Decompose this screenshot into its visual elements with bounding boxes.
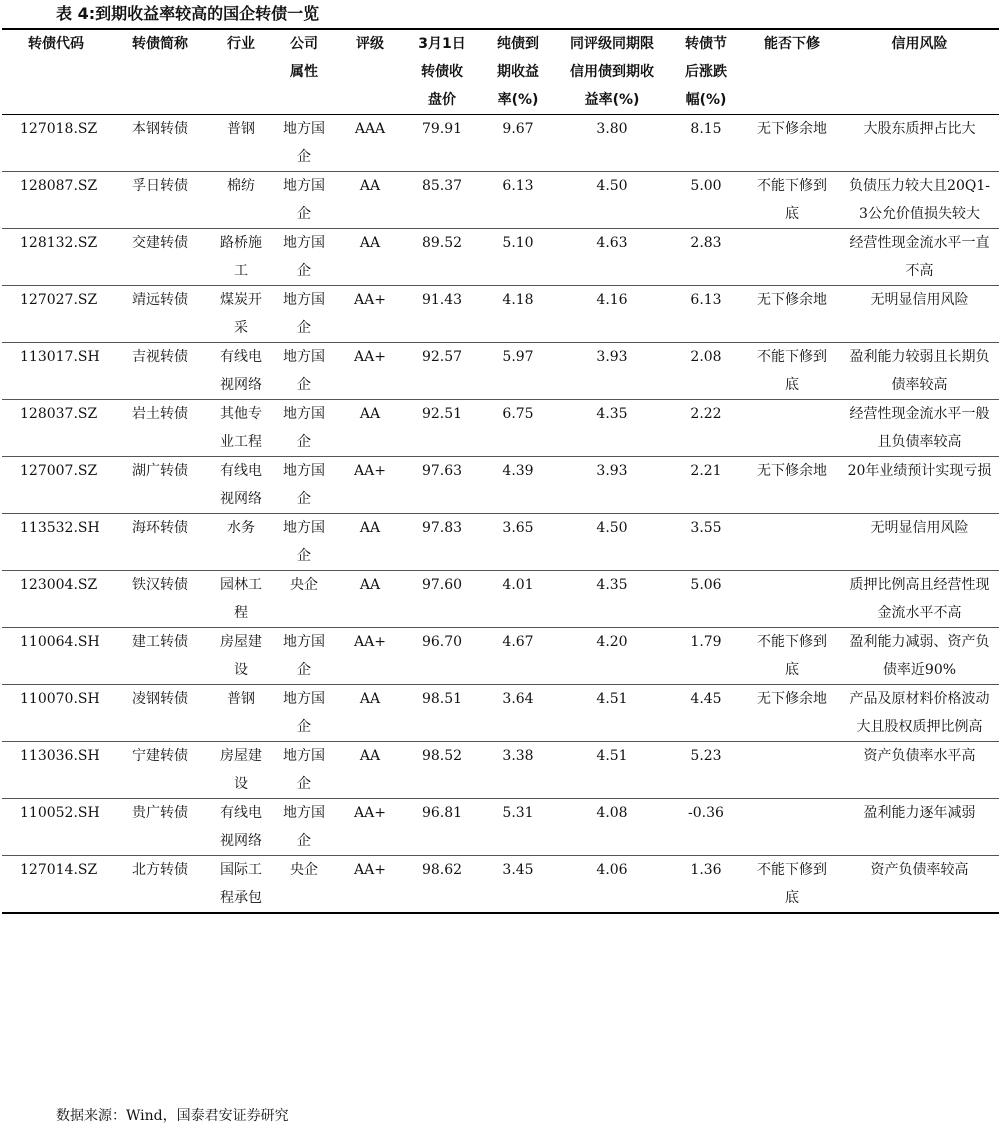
table-caption: 表 4:到期收益率较高的国企转债一览 (56, 4, 320, 23)
cell-close-price: 96.81 (421, 805, 463, 821)
cell-bond-name: 交建转债 (132, 235, 188, 251)
cell-rating: AA+ (354, 862, 386, 878)
cell-industry: 水务 (227, 520, 255, 536)
table-row (2, 400, 999, 457)
cell-close-price: 97.60 (421, 577, 463, 593)
cell-credit-risk: 质押比例高且经营性现金流水平不高 (849, 577, 990, 621)
table-row (2, 514, 999, 571)
cell-ytm: 3.38 (502, 748, 534, 764)
cell-down-revision: 无下修余地 (757, 292, 827, 308)
table-row (2, 457, 999, 514)
cell-post-holiday-change: 5.00 (690, 178, 722, 194)
cell-industry: 其他专业工程 (220, 406, 262, 450)
cell-bond-name: 靖远转债 (132, 292, 188, 308)
cell-rating: AA (359, 520, 381, 536)
cell-credit-risk: 无明显信用风险 (870, 520, 969, 536)
cell-industry: 路桥施工 (220, 235, 262, 279)
cell-close-price: 89.52 (421, 235, 463, 251)
cell-post-holiday-change: 6.13 (690, 292, 722, 308)
cell-bond-name: 孚日转债 (132, 178, 188, 194)
cell-bond-code: 128087.SZ (20, 178, 98, 194)
cell-industry: 园林工程 (220, 577, 262, 621)
cell-bond-name: 贵广转债 (132, 805, 188, 821)
cell-close-price: 85.37 (421, 178, 463, 194)
cell-ytm: 5.31 (502, 805, 534, 821)
cell-credit-risk: 20年业绩预计实现亏损 (847, 463, 992, 479)
cell-ytm: 6.75 (502, 406, 534, 422)
cell-credit-risk: 盈利能力减弱、资产负债率近90% (849, 634, 990, 678)
cell-credit-risk: 资产负债率较高 (870, 862, 969, 878)
header-company-type: 公司属性 (290, 36, 318, 80)
table-row (2, 115, 999, 172)
cell-credit-risk: 产品及原材料价格波动大且股权质押比例高 (849, 691, 990, 735)
cell-bond-code: 113036.SH (20, 748, 100, 764)
cell-bond-name: 岩土转债 (132, 406, 188, 422)
cell-credit-bond-ytm: 4.35 (596, 406, 628, 422)
cell-credit-bond-ytm: 4.06 (596, 862, 628, 878)
cell-industry: 有线电视网络 (220, 463, 262, 507)
header-close-price: 3月1日转债收盘价 (418, 36, 466, 108)
cell-down-revision: 不能下修到底 (757, 349, 827, 393)
cell-company-type: 地方国企 (283, 463, 325, 507)
cell-industry: 房屋建设 (220, 748, 262, 792)
cell-bond-code: 127018.SZ (20, 121, 98, 137)
cell-rating: AA (359, 748, 381, 764)
cell-credit-bond-ytm: 4.50 (596, 178, 628, 194)
cell-bond-name: 宁建转债 (132, 748, 188, 764)
cell-industry: 有线电视网络 (220, 805, 262, 849)
cell-down-revision: 不能下修到底 (757, 862, 827, 906)
header-row (2, 29, 999, 115)
cell-bond-code: 127007.SZ (20, 463, 98, 479)
cell-close-price: 98.51 (421, 691, 463, 707)
table-row (2, 229, 999, 286)
cell-bond-code: 110052.SH (20, 805, 100, 821)
cell-ytm: 3.65 (502, 520, 534, 536)
cell-close-price: 98.62 (421, 862, 463, 878)
cell-company-type: 地方国企 (283, 235, 325, 279)
cell-credit-bond-ytm: 4.20 (596, 634, 628, 650)
cell-rating: AAA (354, 121, 386, 137)
cell-bond-name: 吉视转债 (132, 349, 188, 365)
cell-bond-name: 湖广转债 (132, 463, 188, 479)
cell-down-revision (744, 400, 840, 457)
cell-bond-code: 127014.SZ (20, 862, 98, 878)
cell-rating: AA (359, 178, 381, 194)
cell-company-type: 地方国企 (283, 748, 325, 792)
cell-down-revision (744, 571, 840, 628)
cell-ytm: 5.97 (502, 349, 534, 365)
cell-industry: 棉纺 (227, 178, 255, 194)
cell-credit-risk: 负债压力较大且20Q1-3公允价值损失较大 (849, 178, 990, 222)
cell-rating: AA+ (354, 805, 386, 821)
cell-post-holiday-change: 1.79 (690, 634, 722, 650)
cell-company-type: 地方国企 (283, 121, 325, 165)
cell-bond-name: 北方转债 (132, 862, 188, 878)
cell-rating: AA (359, 235, 381, 251)
cell-company-type: 央企 (290, 577, 318, 593)
cell-ytm: 6.13 (502, 178, 534, 194)
cell-bond-code: 128132.SZ (20, 235, 98, 251)
header-industry: 行业 (227, 36, 255, 52)
cell-post-holiday-change: 2.08 (690, 349, 722, 365)
cell-industry: 煤炭开采 (220, 292, 262, 336)
cell-company-type: 地方国企 (283, 691, 325, 735)
cell-credit-bond-ytm: 4.63 (596, 235, 628, 251)
cell-industry: 有线电视网络 (220, 349, 262, 393)
cell-close-price: 97.63 (421, 463, 463, 479)
cell-company-type: 地方国企 (283, 520, 325, 564)
data-source-note: 数据来源：Wind，国泰君安证券研究 (56, 1108, 289, 1124)
cell-credit-bond-ytm: 4.08 (596, 805, 628, 821)
table-row (2, 172, 999, 229)
cell-post-holiday-change: 4.45 (690, 691, 722, 707)
cell-credit-bond-ytm: 4.51 (596, 691, 628, 707)
header-post-holiday-change: 转债节后涨跌幅(%) (685, 36, 727, 108)
cell-down-revision: 无下修余地 (757, 463, 827, 479)
cell-credit-risk: 大股东质押占比大 (863, 121, 976, 137)
cell-company-type: 地方国企 (283, 634, 325, 678)
header-credit-bond-ytm: 同评级同期限信用债到期收益率(%) (570, 36, 654, 108)
cell-company-type: 地方国企 (283, 406, 325, 450)
cell-down-revision (744, 742, 840, 799)
cell-credit-bond-ytm: 3.93 (596, 463, 628, 479)
cell-down-revision: 无下修余地 (757, 691, 827, 707)
cell-credit-bond-ytm: 3.80 (596, 121, 628, 137)
cell-ytm: 5.10 (502, 235, 534, 251)
cell-bond-name: 本钢转债 (132, 121, 188, 137)
cell-company-type: 地方国企 (283, 349, 325, 393)
cell-rating: AA (359, 577, 381, 593)
cell-bond-code: 113532.SH (20, 520, 100, 536)
cell-post-holiday-change: 2.22 (690, 406, 722, 422)
cell-ytm: 4.39 (502, 463, 534, 479)
header-credit-risk: 信用风险 (891, 36, 948, 52)
cell-post-holiday-change: 3.55 (690, 520, 722, 536)
cell-post-holiday-change: -0.36 (688, 805, 724, 821)
cell-close-price: 79.91 (421, 121, 463, 137)
cell-ytm: 9.67 (502, 121, 534, 137)
convertible-bond-table (2, 28, 999, 914)
table-row (2, 628, 999, 685)
cell-down-revision (744, 229, 840, 286)
cell-credit-bond-ytm: 4.35 (596, 577, 628, 593)
cell-bond-code: 110070.SH (20, 691, 100, 707)
cell-industry: 房屋建设 (220, 634, 262, 678)
cell-ytm: 4.67 (502, 634, 534, 650)
table-row (2, 685, 999, 742)
cell-industry: 普钢 (227, 121, 255, 137)
header-bond-name: 转债简称 (132, 36, 188, 52)
cell-bond-name: 凌钢转债 (132, 691, 188, 707)
cell-bond-name: 海环转债 (132, 520, 188, 536)
cell-bond-name: 建工转债 (132, 634, 188, 650)
cell-credit-bond-ytm: 4.16 (596, 292, 628, 308)
cell-bond-code: 128037.SZ (20, 406, 98, 422)
cell-bond-code: 123004.SZ (20, 577, 98, 593)
cell-close-price: 96.70 (421, 634, 463, 650)
cell-post-holiday-change: 2.21 (690, 463, 722, 479)
cell-close-price: 92.51 (421, 406, 463, 422)
cell-post-holiday-change: 8.15 (690, 121, 722, 137)
cell-bond-code: 127027.SZ (20, 292, 98, 308)
cell-company-type: 地方国企 (283, 292, 325, 336)
cell-credit-risk: 经营性现金流水平一直不高 (849, 235, 990, 279)
table-row (2, 742, 999, 799)
header-bond-code: 转债代码 (28, 36, 84, 52)
cell-credit-risk: 盈利能力逐年减弱 (863, 805, 976, 821)
table-row (2, 286, 999, 343)
cell-company-type: 地方国企 (283, 178, 325, 222)
cell-bond-code: 110064.SH (20, 634, 100, 650)
cell-credit-bond-ytm: 4.51 (596, 748, 628, 764)
cell-ytm: 4.18 (502, 292, 534, 308)
table-row (2, 571, 999, 628)
cell-ytm: 4.01 (502, 577, 534, 593)
cell-credit-risk: 盈利能力较弱且长期负债率较高 (849, 349, 990, 393)
cell-ytm: 3.64 (502, 691, 534, 707)
cell-down-revision: 不能下修到底 (757, 178, 827, 222)
header-rating: 评级 (356, 36, 384, 52)
cell-company-type: 地方国企 (283, 805, 325, 849)
cell-industry: 国际工程承包 (220, 862, 262, 906)
cell-close-price: 91.43 (421, 292, 463, 308)
cell-down-revision: 不能下修到底 (757, 634, 827, 678)
cell-post-holiday-change: 1.36 (690, 862, 722, 878)
cell-credit-bond-ytm: 4.50 (596, 520, 628, 536)
header-down-revision: 能否下修 (764, 36, 820, 52)
cell-close-price: 98.52 (421, 748, 463, 764)
cell-post-holiday-change: 5.23 (690, 748, 722, 764)
cell-credit-risk: 经营性现金流水平一般且负债率较高 (849, 406, 990, 450)
cell-rating: AA+ (354, 463, 386, 479)
cell-post-holiday-change: 2.83 (690, 235, 722, 251)
cell-down-revision (744, 799, 840, 856)
cell-credit-risk: 资产负债率水平高 (863, 748, 976, 764)
table-row (2, 343, 999, 400)
cell-down-revision (744, 514, 840, 571)
cell-rating: AA (359, 691, 381, 707)
cell-down-revision: 无下修余地 (757, 121, 827, 137)
cell-post-holiday-change: 5.06 (690, 577, 722, 593)
cell-bond-code: 113017.SH (20, 349, 100, 365)
table-row (2, 856, 999, 914)
cell-close-price: 97.83 (421, 520, 463, 536)
cell-rating: AA+ (354, 349, 386, 365)
table-row (2, 799, 999, 856)
cell-rating: AA+ (354, 634, 386, 650)
cell-industry: 普钢 (227, 691, 255, 707)
cell-credit-bond-ytm: 3.93 (596, 349, 628, 365)
cell-rating: AA (359, 406, 381, 422)
cell-rating: AA+ (354, 292, 386, 308)
cell-company-type: 央企 (290, 862, 318, 878)
cell-credit-risk: 无明显信用风险 (870, 292, 969, 308)
cell-ytm: 3.45 (502, 862, 534, 878)
cell-close-price: 92.57 (421, 349, 463, 365)
cell-bond-name: 铁汉转债 (132, 577, 188, 593)
header-ytm: 纯债到期收益率(%) (497, 36, 539, 108)
